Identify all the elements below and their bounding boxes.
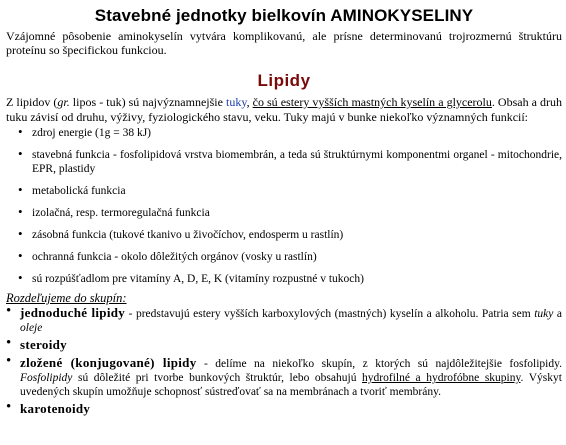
text-run: . Výskyt uvedených skupín umožňuje schopnosť sústreďovať sa na membránach a tvoriť membrány. — [20, 372, 562, 398]
bullet-icon: • — [18, 182, 23, 197]
tuky-link[interactable]: tuky — [226, 95, 247, 109]
list-item — [6, 206, 562, 220]
text-run: lipos - tuk) sú najvýznamnejšie — [69, 95, 227, 109]
bullet-icon: • — [6, 399, 12, 415]
lipid-groups-list — [6, 303, 562, 417]
bullet-icon: • — [18, 124, 23, 139]
text-run: - predstavujú estery vyšších karboxylových (mastných) kyselín a alkoholu. Patria sem — [125, 308, 535, 320]
list-item — [6, 250, 562, 264]
bullet-icon: • — [18, 270, 23, 285]
text-run: Z lipidov ( — [6, 95, 58, 109]
text-run: - delíme na niekoľko skupín, z ktorých sú najdôležitejšie fosfolipidy. — [196, 358, 562, 370]
function-text: sú rozpúšťadlom pre vitamíny A, D, E, K (vitamíny rozpustné v tukoch) — [32, 273, 364, 285]
lipids-intro-paragraph — [6, 95, 562, 124]
group-term: zložené (konjugované) lipidy — [20, 355, 197, 370]
list-item — [6, 228, 562, 242]
group-term: jednoduché lipidy — [20, 305, 126, 320]
underlined-phrase: hydrofilné a hydrofóbne skupiny — [362, 372, 521, 384]
emphasis: tuky — [534, 308, 554, 320]
bullet-icon: • — [18, 204, 23, 219]
greek-abbrev: gr. — [57, 95, 70, 109]
intro-paragraph: Vzájomné pôsobenie aminokyselín vytvára komplikovanú, ale prísne determinovanú trojrozmernú štruktúru proteínu so špecifickou funkciou. — [6, 29, 562, 57]
list-item — [6, 272, 562, 286]
list-item — [6, 353, 562, 399]
bullet-icon: • — [18, 248, 23, 263]
text-run: . Obsah a druh tuku závisí od druhu, výživy, fyziologického stavu, veku. Tuky majú v bunke niekoľko významných funkcií: — [6, 95, 563, 124]
underlined-definition: čo sú estery vyšších mastných kyselín a glycerolu — [252, 95, 492, 109]
function-text: ochranná funkcia - okolo dôležitých orgánov (vosky u rastlín) — [32, 251, 317, 263]
emphasis: oleje — [20, 322, 43, 334]
section-title-lipidy: Lipidy — [257, 71, 311, 90]
list-item — [6, 184, 562, 198]
bullet-icon: • — [18, 226, 23, 241]
list-item — [6, 335, 562, 353]
list-item — [6, 126, 562, 140]
emphasis: Fosfolipidy — [20, 372, 73, 384]
text-run: sú dôležité pri tvorbe bunkových štruktúr, lebo obsahujú — [72, 372, 363, 384]
document-page — [6, 0, 562, 420]
function-text: zásobná funkcia (tukové tkanivo u živočíchov, endosperm u rastlín) — [32, 229, 344, 241]
classification-heading: Rozdeľujeme do skupín: — [6, 291, 127, 305]
bullet-icon: • — [6, 353, 12, 369]
function-text: stavebná funkcia - fosfolipidová vrstva biomembrán, a teda sú štruktúrnymi komponentmi organel - mitochondrie, EPR, plastidy — [32, 149, 562, 175]
list-item — [6, 148, 562, 176]
group-term: steroidy — [20, 337, 67, 352]
bullet-icon: • — [18, 146, 23, 161]
text-run: , — [246, 95, 253, 109]
bullet-icon: • — [6, 335, 12, 351]
bullet-icon: • — [6, 303, 12, 319]
function-text: zdroj energie (1g = 38 kJ) — [32, 127, 152, 139]
group-term: karotenoidy — [20, 401, 91, 416]
page-title: Stavebné jednotky bielkovín AMINOKYSELINY — [94, 6, 474, 25]
function-text: metabolická funkcia — [32, 185, 126, 197]
text-run: a — [553, 308, 562, 320]
functions-list — [6, 126, 562, 286]
function-text: izolačná, resp. termoregulačná funkcia — [32, 207, 210, 219]
list-item — [6, 303, 562, 335]
list-item — [6, 399, 562, 417]
